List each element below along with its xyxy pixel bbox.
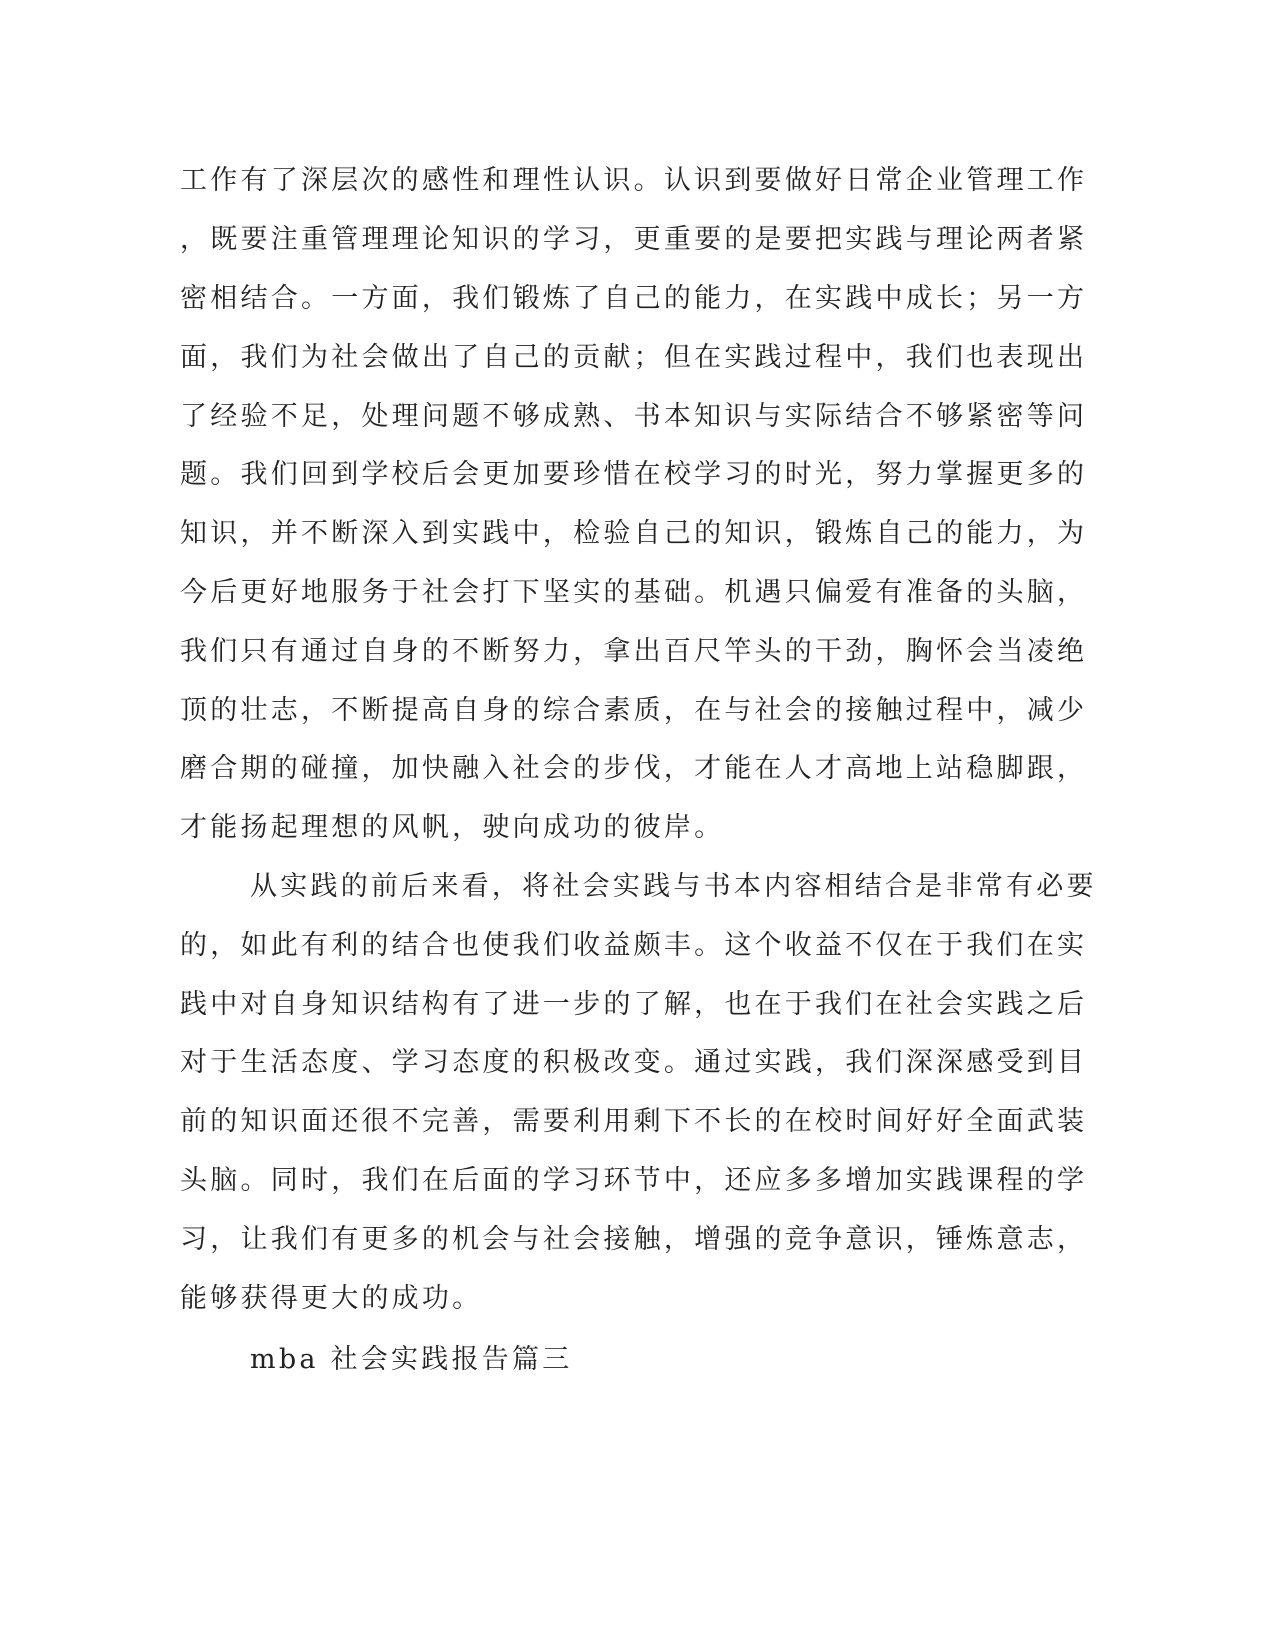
paragraph-line: 密相结合。一方面，我们锻炼了自己的能力，在实践中成长；另一方 (180, 283, 1088, 314)
paragraph-line: 的，如此有利的结合也使我们收益颇丰。这个收益不仅在于我们在实 (180, 930, 1088, 961)
paragraph-line: 习，让我们有更多的机会与社会接触，增强的竞争意识，锤炼意志， (180, 1224, 1088, 1255)
paragraph-line: 了经验不足，处理问题不够成熟、书本知识与实际结合不够紧密等问 (180, 401, 1088, 432)
section-heading: mba 社会实践报告篇三 (250, 1344, 573, 1375)
paragraph-line: 践中对自身知识结构有了进一步的了解，也在于我们在社会实践之后 (180, 989, 1088, 1020)
paragraph-line: 今后更好地服务于社会打下坚实的基础。机遇只偏爱有准备的头脑， (180, 577, 1088, 608)
paragraph-line: 知识，并不断深入到实践中，检验自己的知识，锻炼自己的能力，为 (180, 518, 1088, 549)
paragraph-line: 头脑。同时，我们在后面的学习环节中，还应多多增加实践课程的学 (180, 1165, 1088, 1196)
paragraph-line: 才能扬起理想的风帆，驶向成功的彼岸。 (180, 812, 725, 843)
paragraph-line: 从实践的前后来看，将社会实践与书本内容相结合是非常有必要 (250, 871, 1097, 902)
paragraph-line: ，既要注重管理理论知识的学习，更重要的是要把实践与理论两者紧 (180, 224, 1088, 255)
paragraph-line: 面，我们为社会做出了自己的贡献；但在实践过程中，我们也表现出 (180, 342, 1088, 373)
paragraph-line: 能够获得更大的成功。 (180, 1283, 483, 1314)
paragraph-line: 磨合期的碰撞，加快融入社会的步伐，才能在人才高地上站稳脚跟， (180, 753, 1088, 784)
paragraph-line: 工作有了深层次的感性和理性认识。认识到要做好日常企业管理工作 (180, 165, 1088, 196)
paragraph-line: 题。我们回到学校后会更加要珍惜在校学习的时光，努力掌握更多的 (180, 459, 1088, 490)
paragraph-line: 顶的壮志，不断提高自身的综合素质，在与社会的接触过程中，减少 (180, 695, 1088, 726)
paragraph-line: 前的知识面还很不完善，需要利用剩下不长的在校时间好好全面武装 (180, 1106, 1088, 1137)
paragraph-line: 对于生活态度、学习态度的积极改变。通过实践，我们深深感受到目 (180, 1047, 1088, 1078)
paragraph-line: 我们只有通过自身的不断努力，拿出百尺竿头的干劲，胸怀会当凌绝 (180, 636, 1088, 667)
